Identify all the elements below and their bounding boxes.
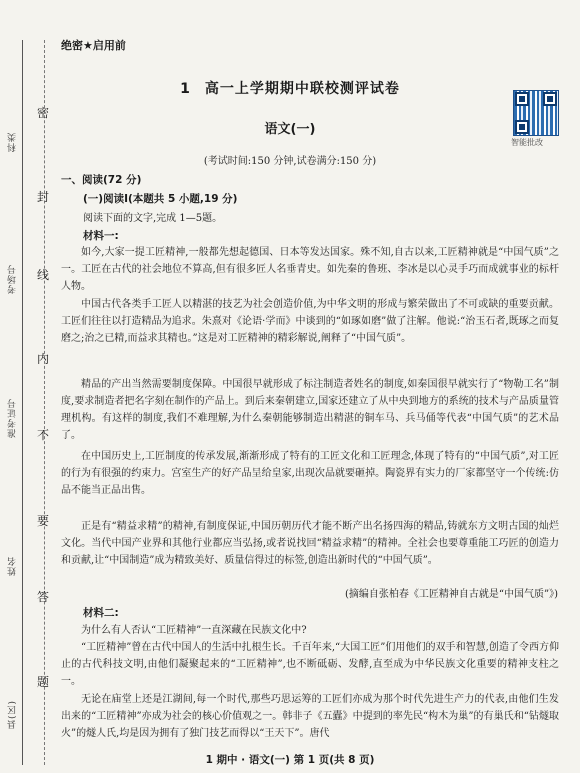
- field-label-name: 姓名: [8, 556, 18, 576]
- material2-paragraph: “工匠精神”曾在古代中国人的生活中扎根生长。千百年来,“大国工匠”们用他们的双手和智慧,创造了令西方仰止的古代科技文明,由他们凝聚起来的“工匠精神”,也不断砥砺、发酵,直至成为中华民族文化重要的精神支柱之一。: [61, 642, 559, 687]
- section-heading: 一、阅读(72 分): [61, 174, 142, 186]
- seal-char: 题: [36, 675, 49, 689]
- field-label-exam-room: 考场号: [8, 264, 18, 294]
- exam-info: (考试时间:150 分钟,试卷满分:150 分): [203, 156, 377, 167]
- page-footer: 1 期中 · 语文(一) 第 1 页(共 8 页): [205, 754, 375, 766]
- material-label: 材料一:: [83, 230, 119, 242]
- title-number: 1: [180, 81, 191, 97]
- title-text: 高一上学期期中联校测评试卷: [204, 81, 400, 97]
- subject-title: 语文(一): [264, 122, 316, 137]
- seal-char: 答: [36, 590, 49, 604]
- material1-paragraph: 精品的产出当然需要制度保障。中国很早就形成了标注制造者姓名的制度,如秦国很早就实行了“物勒工名”制度,要求制造者把名字刻在制作的产品上。到后来秦朝建立,国家还建立了从中央到地方的系统的技术与产品质量管理机构。有这样的制度,我们不难理解,为什么秦朝能够制造出精湛的铜车马、兵马俑等代表“中国气质”的艺术品了。: [61, 379, 559, 441]
- material1-paragraph: 在中国历史上,工匠制度的传承发展,渐渐形成了特有的工匠文化和工匠理念,体现了特有的“中国气质”,对工匠的行为有很强的约束力。宫室生产的好产品呈给皇家,出现次品就要砸掉。陶瓷界有实力的厂家都坚守一个传统:仿品不能当正品出售。: [61, 451, 559, 496]
- seal-char: 内: [36, 352, 49, 366]
- subsection-heading: (一)阅读Ⅰ(本题共 5 小题,19 分): [83, 193, 238, 205]
- material2-paragraph: 为什么有人否认“工匠精神”一直深藏在民族文化中?: [81, 625, 307, 636]
- seal-char: 不: [36, 428, 49, 442]
- seal-char: 密: [36, 106, 49, 120]
- material1-paragraph: 如今,大家一提工匠精神,一般都先想起德国、日本等发达国家。殊不知,自古以来,工匠精神就是“中国气质”之一。工匠在古代的社会地位不算高,但有很多匠人名垂青史。如先秦的鲁班、李冰是以心灵手巧而成就事业的标杆人物。: [61, 247, 559, 292]
- binding-line: [22, 40, 23, 765]
- reading-instruction: 阅读下面的文字,完成 1—5题。: [83, 213, 223, 224]
- seal-char: 封: [36, 190, 49, 204]
- material1-paragraph: 正是有“精益求精”的精神,有制度保证,中国历朝历代才能不断产出名扬四海的精品,铸就东方文明古国的灿烂文化。当代中国产业界和其他行业都应当弘扬,或者说找回“精益求精”的精神。全社会也要尊重能工巧匠的创造力和贡献,让“中国制造”成为精致美好、质量信得过的标签,创造出新时代的“中国气质”。: [61, 521, 559, 566]
- field-label-county: 县(区): [8, 700, 18, 730]
- exam-title: [0, 78, 580, 98]
- material-label: 材料二:: [83, 607, 119, 619]
- material1-paragraph: 中国古代各类手工匠人以精湛的技艺为社会创造价值,为中华文明的形成与繁荣做出了不可或缺的重要贡献。工匠们往往以打造精品为追求。朱熹对《论语·学而》中谈到的“如琢如磨”做了注解。他说:“治玉石者,既琢之而复磨之;治之已精,而益求其精也。”这是对工匠精神的精彩解说,阐释了“中国气质”。: [61, 299, 559, 344]
- source-citation: (摘编自张柏春《工匠精神自古就是“中国气质”》): [344, 589, 558, 600]
- material2-paragraph: 无论在庙堂上还是江湖间,每一个时代,那些巧思运筹的工匠们亦成为那个时代先进生产力的代表,由他们生发出来的“工匠精神”亦成为社会的核心价值观之一。韩非子《五蠹》中提到的率先民“构木为巢”的有巢氏和“钻燧取火”的燧人氏,均是因为拥有了独门技艺而得以“王天下”。唐代: [61, 694, 559, 739]
- field-label-ticket-number: 准考证号: [8, 398, 18, 438]
- confidential-label: 绝密★启用前: [61, 39, 126, 52]
- seal-char: 线: [36, 268, 49, 282]
- field-label-subject: 科类: [8, 132, 18, 152]
- qr-caption: 智能批改: [511, 138, 543, 147]
- seal-dashed-line: [44, 40, 45, 765]
- seal-char: 要: [36, 514, 49, 528]
